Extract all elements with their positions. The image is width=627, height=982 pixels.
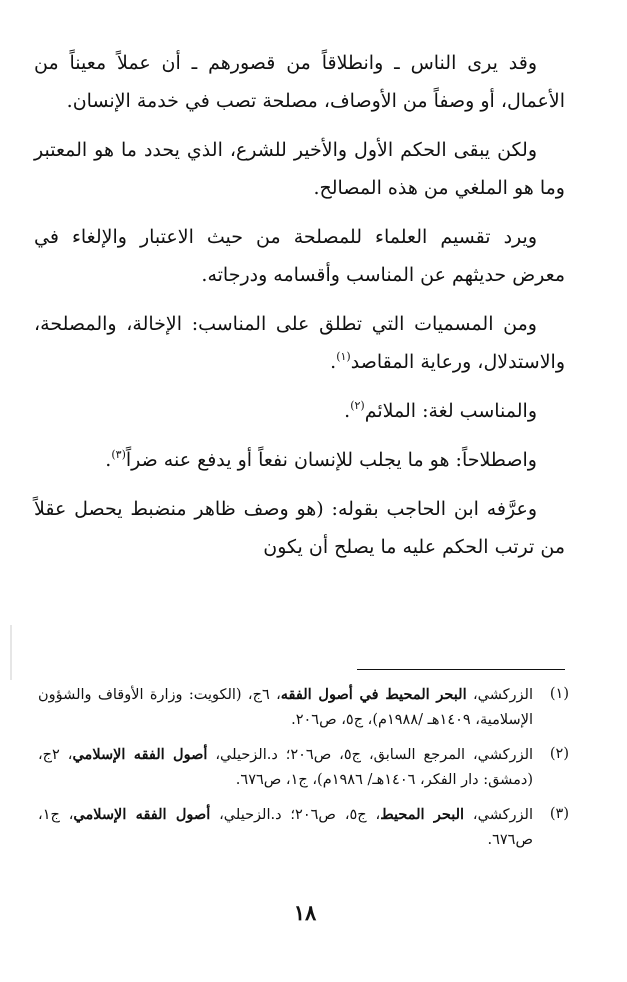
paragraph xyxy=(34,44,565,120)
paragraph xyxy=(34,218,565,294)
paragraph xyxy=(34,490,565,566)
footnote-ref[interactable]: (٢) xyxy=(350,399,365,412)
main-text xyxy=(34,44,565,577)
footnote-ref[interactable]: (١) xyxy=(336,350,351,363)
footnote-author: الزركشي، المرجع السابق، ج٥، ص٢٠٦؛ د.الزحيلي، xyxy=(207,747,534,763)
footnote-number: (٣) xyxy=(549,806,569,822)
footnote-title: البحر المحيط في أصول الفقه xyxy=(280,686,467,703)
footnote-author: الزركشي، xyxy=(466,687,534,703)
footnote-ref[interactable]: (٣) xyxy=(111,448,126,461)
footnote-divider xyxy=(357,669,565,670)
footnote-author: الزركشي، xyxy=(464,807,533,823)
paragraph xyxy=(34,392,565,430)
paragraph xyxy=(34,305,565,381)
page-number: ١٨ xyxy=(293,900,317,925)
paragraph-text: ومن المسميات التي تطلق على المناسب: الإخالة، والمصلحة، والاستدلال، ورعاية المقاصد xyxy=(34,313,565,373)
paragraph-text: وعرَّفه ابن الحاجب بقوله: (هو وصف ظاهر منضبط يحصل عقلاً من ترتب الحكم عليه ما يصلح أن يكون xyxy=(34,498,565,558)
footnote-number: (١) xyxy=(549,686,569,702)
footnote-text xyxy=(38,742,533,793)
footnote-details: ، ٦ج، (الكويت: وزارة الأوقاف والشؤون الإسلامية، ١٤٠٩هـ /١٩٨٨م)، ج٥، ص٢٠٦. xyxy=(38,687,533,728)
paragraph-text: وقد يرى الناس ـ وانطلاقاً من قصورهم ـ أن عملاً معيناً من الأعمال، أو وصفاً من الأوصاف، مصلحة تصب في خدمة الإنسان. xyxy=(34,52,565,112)
footnote-text xyxy=(38,682,533,733)
paragraph-end: . xyxy=(105,449,112,471)
footnote xyxy=(38,742,569,793)
paragraph-text: والمناسب لغة: الملائم xyxy=(364,400,537,422)
footnote-number: (٢) xyxy=(549,746,569,762)
paragraph-text: ويرد تقسيم العلماء للمصلحة من حيث الاعتبار والإلغاء في معرض حديثهم عن المناسب وأقسامه ودرجاته. xyxy=(34,226,565,286)
paragraph-text: واصطلاحاً: هو ما يجلب للإنسان نفعاً أو يدفع عنه ضراً xyxy=(125,449,537,471)
footnote-details: ، ج١، ص٦٧٦. xyxy=(38,807,533,848)
paragraph-end: . xyxy=(330,351,337,373)
footnotes xyxy=(38,682,569,862)
footnote-details: ، ج٥، ص٢٠٦؛ د.الزحيلي، xyxy=(210,807,381,823)
footnote-details: ، ٢ج، (دمشق: دار الفكر، ١٤٠٦هـ/ ١٩٨٦م)، ج١، ص٦٧٦. xyxy=(38,747,533,788)
paragraph-text: ولكن يبقى الحكم الأول والأخير للشرع، الذي يحدد ما هو المعتبر وما هو الملغي من هذه المصالح. xyxy=(34,139,565,199)
paragraph-end: . xyxy=(344,400,351,422)
paragraph xyxy=(34,441,565,479)
footnote xyxy=(38,802,569,853)
footnote-title: أصول الفقه الإسلامي xyxy=(73,806,211,823)
footnote-text xyxy=(38,802,533,853)
footnote-title: البحر المحيط xyxy=(380,806,465,823)
scan-edge-mark xyxy=(10,625,12,680)
footnote-title: أصول الفقه الإسلامي xyxy=(72,746,208,763)
footnote xyxy=(38,682,569,733)
paragraph xyxy=(34,131,565,207)
